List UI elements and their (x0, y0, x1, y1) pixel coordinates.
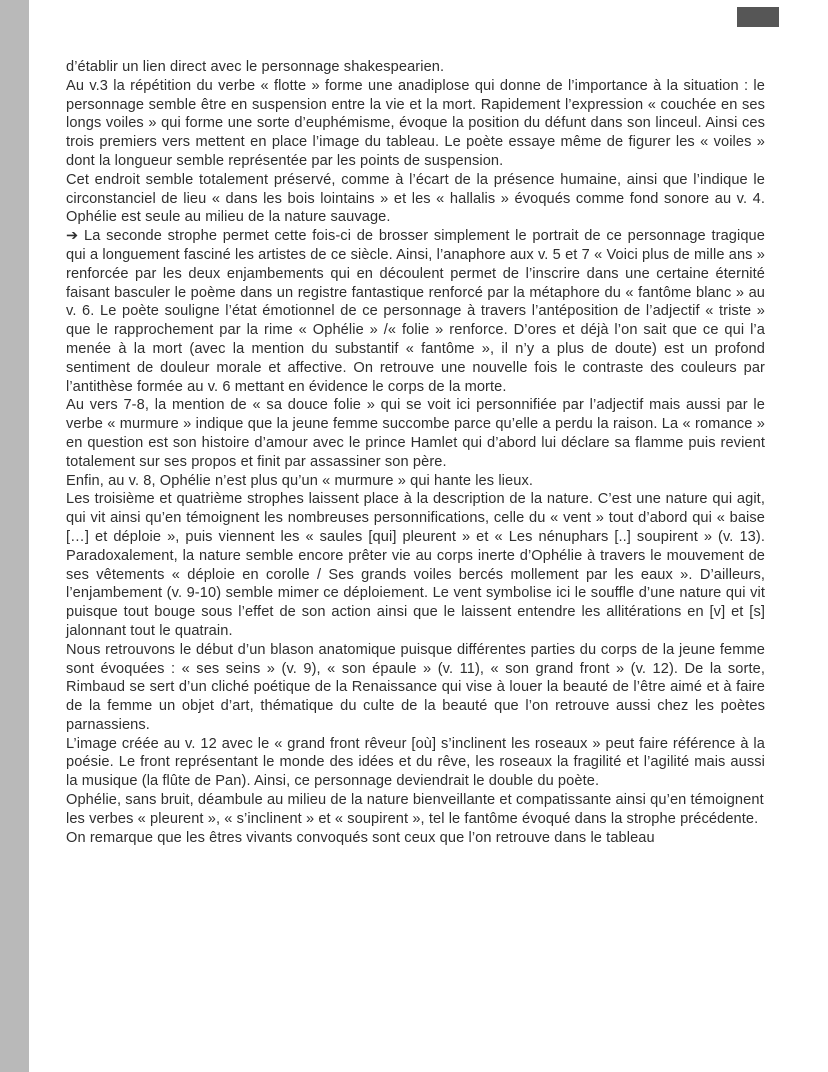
paragraph: Ophélie, sans bruit, déambule au milieu de la nature bienveillante et compatissante ainsi qu’en témoignent (66, 792, 764, 809)
paragraph: d’établir un lien direct avec le personnage shakespearien. (66, 59, 445, 75)
page-gutter (0, 0, 29, 1072)
paragraph: Enfin, au v. 8, Ophélie n’est plus qu’un « murmure » qui hante les lieux. (66, 472, 533, 489)
paragraph: Les troisième et quatrième strophes laissent place à la description de la nature. C’est une nature qui agit, qui vit ainsi qu’en témoignent les nombreuses personnifications, celle du « vent » tout d’abord qui « baise […] et déploie », puis viennent les « saules [qui] pleurent » et « Les nénuphars [..] soupirent » (v. 13). Paradoxalement, la nature semble encore prêter vie au corps inerte d’Ophélie à travers le mouvement de ses vêtements « déploie en corolle / Ses grands voiles bercés mollement par les eaux ». D’ailleurs, l’enjambement (v. 9-10) semble mimer ce déploiement. Le vent symbolise ici le souffle d’une nature qui vit puisque tout bouge sous l’effet de son action ainsi que le laissent entendre les allitérations en [v] et [s] jalonnant tout le quatrain. (66, 491, 765, 639)
paragraph: Nous retrouvons le début d’un blason anatomique puisque différentes parties du corps de la jeune femme sont évoquées : « ses seins » (v. 9), « son épaule » (v. 11), « son grand front » (v. 12). De la sorte, Rimbaud se sert d’un cliché poétique de la Renaissance qui vise à louer la beauté de l’être aimé et à faire de la femme un objet d’art, thématique du culte de la beauté que l’on retrouve aussi chez les poètes parnassiens. (66, 641, 765, 733)
paragraph: Au v.3 la répétition du verbe « flotte » forme une anadiplose qui donne de l’importance à la situation : le personnage semble être en suspension entre la vie et la mort. Rapidement l’expression « couchée en ses longs voiles » qui forme une sorte d’euphémisme, évoque la position du défunt dans son linceul. Ainsi ces trois premiers vers mettent en place l’image du tableau. Le poète essaye même de figurer les « voiles » dont la longueur semble représentée par les points de suspension. (66, 77, 765, 169)
paragraph: On remarque que les êtres vivants convoqués sont ceux que l’on retrouve dans le tableau (66, 829, 655, 846)
paragraph: les verbes « pleurent », « s’inclinent » et « soupirent », tel le fantôme évoqué dans la strophe précédente. (66, 810, 759, 827)
paragraph: L’image créée au v. 12 avec le « grand front rêveur [où] s’inclinent les roseaux » peut faire référence à la poésie. Le front représentant le monde des idées et du rêve, les roseaux la fragilité et l’agilité mais aussi la musique (la flûte de Pan). Ainsi, ce personnage deviendrait le double du poète. (66, 735, 765, 790)
document-page (66, 58, 765, 847)
paragraph: Au vers 7-8, la mention de « sa douce folie » qui se voit ici personnifiée par l’adjectif mais aussi par le verbe « murmure » indique que la jeune femme succombe parce qu’elle a perdu la raison. La « romance » en question est son histoire d’amour avec le prince Hamlet qui d’abord lui déclare sa flamme puis revient totalement sur ses propos et finit par assassiner son père. (66, 397, 765, 470)
paragraph: Cet endroit semble totalement préservé, comme à l’écart de la présence humaine, ainsi que l’indique le circonstanciel de lieu « dans les bois lointains » et les « hallalis » évoqués comme fond sonore au v. 4. Ophélie est seule au milieu de la nature sauvage. (66, 171, 765, 226)
scrollbar-thumb[interactable] (737, 7, 779, 27)
paragraph: ➔ La seconde strophe permet cette fois-ci de brosser simplement le portrait de ce personnage tragique qui a longuement fasciné les artistes de ce siècle. Ainsi, l’anaphore aux v. 5 et 7 « Voici plus de mille ans » renforcée par les deux enjambements qui en découlent permet de l’inscrire dans une certaine éternité faisant basculer le poème dans un registre fantastique renforcé par la métaphore du « fantôme blanc » au v. 6. Le poète souligne l’état émotionnel de ce personnage à travers l’antéposition de l’adjectif « triste » que le rapprochement par la rime « Ophélie » /« folie » renforce. D’ores et déjà l’on sait que ce qui l’a menée à la mort (avec la mention du substantif « fantôme », il n’y a plus de doute) est un profond sentiment de douleur morale et affective. On retrouve une nouvelle fois le contraste des couleurs par l’antithèse formée au v. 6 mettant en évidence le corps de la morte. (66, 228, 765, 395)
